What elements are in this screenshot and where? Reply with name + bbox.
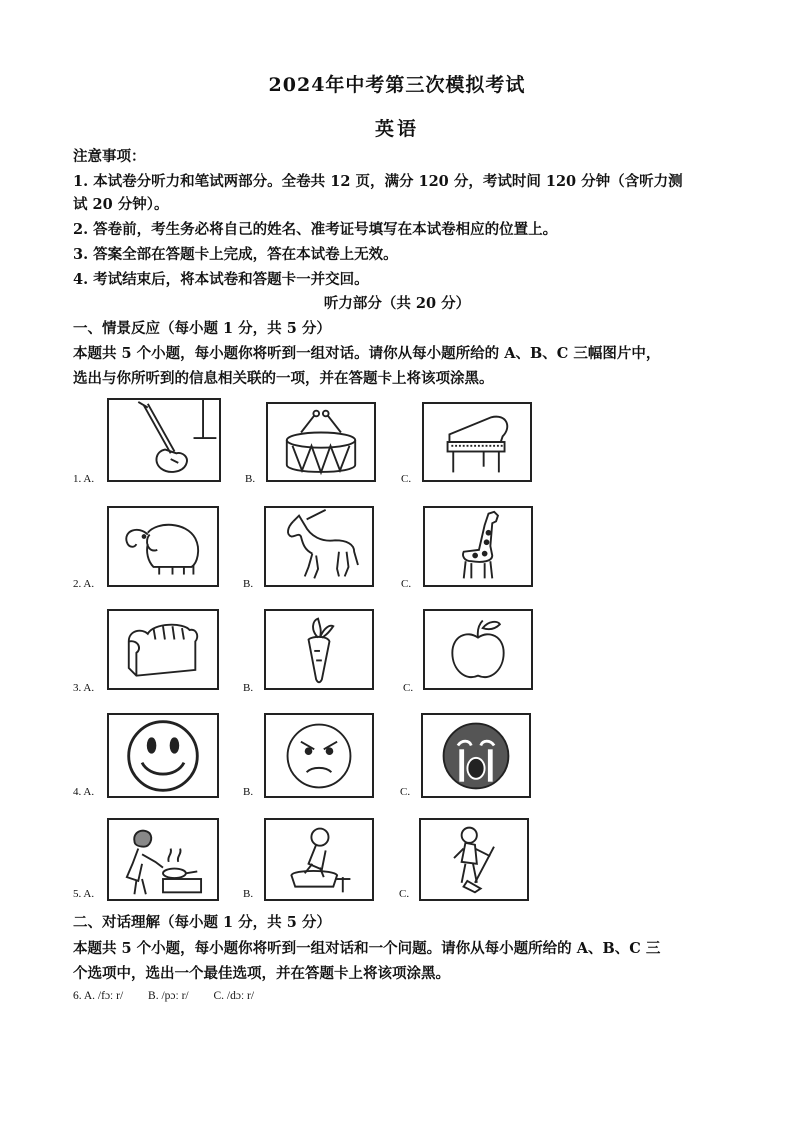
happy-face-icon [109,715,217,796]
elephant-icon [109,508,217,585]
cooking-person-icon [109,820,217,899]
q5-option-b-picture [264,818,374,901]
q3-option-c-picture [423,609,533,690]
q5-label-a: 5. A. [73,888,95,900]
notice-item-1: 1. 本试卷分听力和笔试两部分。全卷共 12 页，满分 120 分，考试时间 120 分钟（含听力测 [73,173,683,190]
q2-option-c-picture [423,506,533,587]
q2-option-b-picture [264,506,374,587]
grand-piano-icon [424,404,530,480]
notice-item-3: 3. 答案全部在答题卡上完成，答在本试卷上无效。 [73,246,398,263]
drum-icon [268,404,374,480]
q3-option-b-picture [264,609,374,690]
q6-option-b: B. /pɔː r/ [148,990,189,1002]
q4-option-a-picture [107,713,219,798]
angry-face-icon [266,715,372,796]
apple-icon [425,611,531,688]
q1-option-b-picture [266,402,376,482]
section2-instruction-cont: 个选项中，选出一个最佳选项，并在答题卡上将该项涂黑。 [73,965,450,982]
q4-option-c-picture [421,713,531,798]
q2-option-a-picture [107,506,219,587]
q3-label-c: C. [403,682,414,694]
q1-option-c-picture [422,402,532,482]
notice-item-1-cont: 试 20 分钟）。 [73,196,169,213]
q3-label-b: B. [243,682,254,694]
q2-label-a: 2. A. [73,578,95,590]
q5-option-a-picture [107,818,219,901]
notice-heading: 注意事项： [73,148,146,165]
q5-label-c: C. [399,888,410,900]
q5-option-c-picture [419,818,529,901]
q1-label-a: 1. A. [73,473,95,485]
q2-label-b: B. [243,578,254,590]
q4-label-a: 4. A. [73,786,95,798]
q6-option-c: C. /dɔː r/ [213,990,255,1002]
section1-title: 一、情景反应（每小题 1 分，共 5 分） [73,320,331,337]
giraffe-icon [425,508,531,585]
q5-label-b: B. [243,888,254,900]
crying-face-icon [423,715,529,796]
q4-label-c: C. [400,786,411,798]
q1-option-a-picture [107,398,221,482]
carrot-icon [266,611,372,688]
q1-label-b: B. [245,473,256,485]
q6-options [73,990,276,1002]
section2-title: 二、对话理解（每小题 1 分，共 5 分） [73,914,331,931]
q2-label-c: C. [401,578,412,590]
sweeping-person-icon [421,820,527,899]
q4-label-b: B. [243,786,254,798]
q1-label-c: C. [401,473,412,485]
q4-option-b-picture [264,713,374,798]
q3-label-a: 3. A. [73,682,95,694]
q3-option-a-picture [107,609,219,690]
bread-icon [109,611,217,688]
notice-item-2: 2. 答卷前，考生务必将自己的姓名、准考证号填写在本试卷相应的位置上。 [73,221,558,238]
q6-option-a: 6. A. /fɔː r/ [73,990,124,1002]
washing-clothes-person-icon [266,820,372,899]
electric-guitar-icon [109,400,219,480]
notice-item-4: 4. 考试结束后，将本试卷和答题卡一并交回。 [73,271,369,288]
subject-title: 英语 [374,118,419,140]
section1-instruction-cont: 选出与你所听到的信息相关联的一项，并在答题卡上将该项涂黑。 [73,370,494,387]
section1-instruction: 本题共 5 个小题，每小题你将听到一组对话。请你从每小题所给的 A、B、C 三幅图片中， [73,345,661,362]
page-title: 2024年中考第三次模拟考试 [268,74,526,96]
section2-instruction: 本题共 5 个小题，每小题你将听到一组对话和一个问题。请你从每小题所给的 A、B、C 三 [73,940,661,957]
listening-heading: 听力部分（共 20 分） [323,295,471,312]
horse-icon [266,508,372,585]
